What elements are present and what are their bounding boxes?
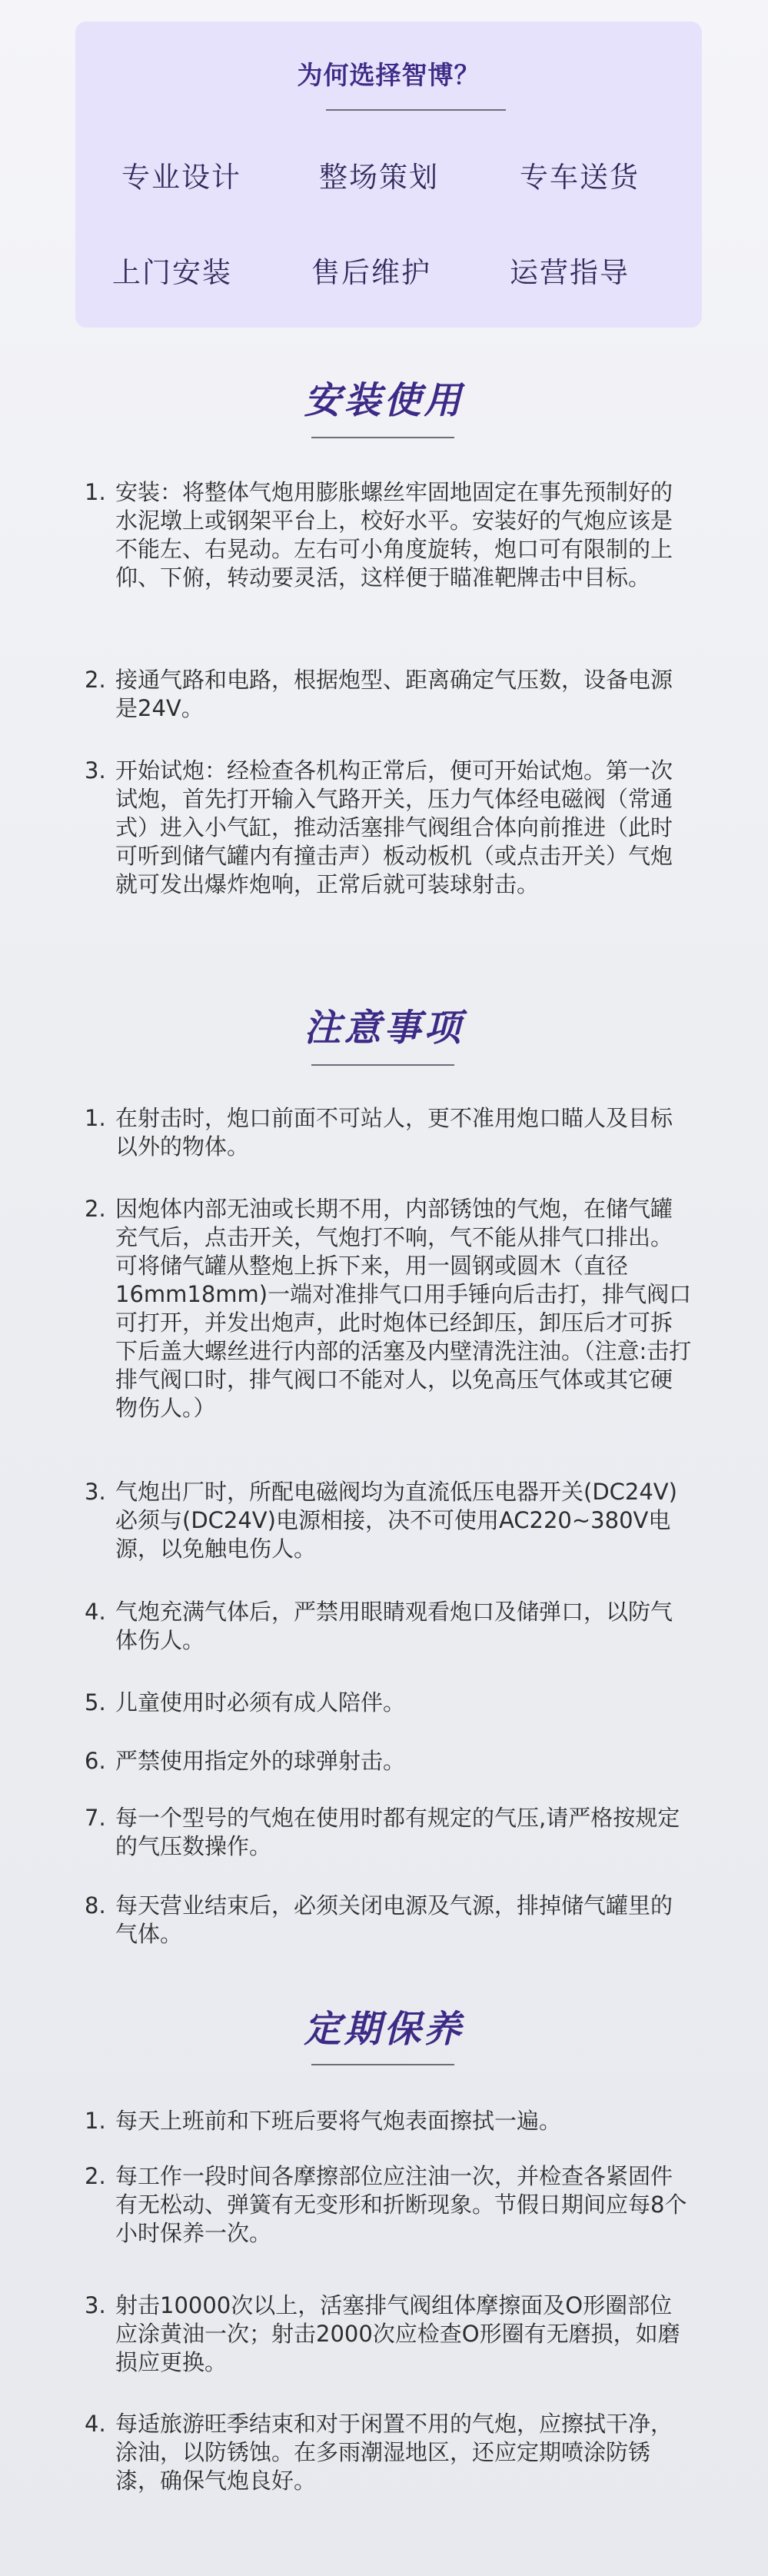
notes-item-5 (85, 1689, 692, 1717)
install-item-1 (85, 478, 692, 592)
why-item-installation: 上门安装 (112, 256, 232, 289)
list-text: 严禁使用指定外的球弹射击。 (115, 1748, 406, 1774)
section-underline-install (311, 437, 454, 438)
list-number: 8. (85, 1892, 106, 1919)
why-choose-card (75, 22, 702, 328)
notes-item-3 (85, 1478, 692, 1563)
list-text: 因炮体内部无油或长期不用，内部锈蚀的气炮，在储气罐充气后，点击开关，气炮打不响，气不能从排气口排出。可将储气罐从整炮上拆下来，用一圆钢或圆木（直径16mm18mm)一端对准排气口用手锤向后击打，排气阀口可打开，并发出炮声，此时炮体已经卸压，卸压后才可拆下后盖大螺丝进行内部的活塞及内壁清洗注油。（注意:击打排气阀口时，排气阀口不能对人，以免高压气体或其它硬物伤人。） (115, 1196, 692, 1421)
notes-item-7 (85, 1804, 692, 1861)
list-text: 射击10000次以上，活塞排气阀组体摩擦面及O形圈部位应涂黄油一次；射击2000次应检查O形圈有无磨损，如磨损应更换。 (115, 2292, 680, 2375)
list-number: 7. (85, 1805, 106, 1831)
list-text: 安装：将整体气炮用膨胀螺丝牢固地固定在事先预制好的水泥墩上或钢架平台上，校好水平。安装好的气炮应该是不能左、右晃动。左右可小角度旋转，炮口可有限制的上仰、下俯，转动要灵活，这样便于瞄准靶牌击中目标。 (115, 479, 673, 591)
install-item-2 (85, 666, 692, 723)
list-text: 接通气路和电路，根据炮型、距离确定气压数，设备电源是24V。 (115, 667, 673, 721)
list-text: 每天上班前和下班后要将气炮表面擦拭一遍。 (115, 2108, 562, 2134)
maintenance-item-4 (85, 2410, 692, 2495)
why-item-operation: 运营指导 (510, 256, 630, 289)
list-number: 6. (85, 1748, 106, 1774)
list-number: 5. (85, 1689, 106, 1716)
list-number: 3. (85, 2292, 106, 2318)
why-item-design: 专业设计 (121, 161, 241, 194)
notes-item-1 (85, 1104, 692, 1161)
list-text: 儿童使用时必须有成人陪伴。 (115, 1689, 406, 1716)
why-item-planning: 整场策划 (319, 161, 439, 194)
section-title-notes: 注意事项 (304, 1007, 464, 1050)
notes-item-6 (85, 1747, 692, 1776)
maintenance-item-1 (85, 2107, 692, 2135)
list-number: 1. (85, 2108, 106, 2134)
why-item-after-sales: 售后维护 (311, 256, 431, 289)
maintenance-item-3 (85, 2291, 692, 2377)
list-text: 在射击时，炮口前面不可站人，更不准用炮口瞄人及目标以外的物体。 (115, 1105, 673, 1160)
list-number: 2. (85, 667, 106, 693)
list-number: 1. (85, 479, 106, 505)
list-text: 每天营业结束后，必须关闭电源及气源，排掉储气罐里的气体。 (115, 1892, 673, 1947)
list-text: 每适旅游旺季结束和对于闲置不用的气炮，应擦拭干净，涂油，以防锈蚀。在多雨潮湿地区，还应定期喷涂防锈漆，确保气炮良好。 (115, 2411, 673, 2494)
list-number: 3. (85, 1479, 106, 1505)
why-choose-title: 为何选择智博？ (297, 60, 480, 90)
list-text: 每工作一段时间各摩擦部位应注油一次，并检查各紧固件有无松动、弹簧有无变形和折断现象。节假日期间应每8个小时保养一次。 (115, 2163, 687, 2246)
list-text: 每一个型号的气炮在使用时都有规定的气压,请严格按规定的气压数操作。 (115, 1805, 680, 1859)
why-item-delivery: 专车送货 (520, 161, 640, 194)
maintenance-item-2 (85, 2162, 692, 2248)
section-title-install: 安装使用 (304, 379, 464, 422)
list-number: 2. (85, 1196, 106, 1222)
why-choose-underline (326, 109, 506, 111)
list-number: 4. (85, 1599, 106, 1625)
section-underline-maintenance (311, 2064, 454, 2065)
notes-item-8 (85, 1892, 692, 1949)
install-item-3 (85, 757, 692, 899)
list-number: 1. (85, 1105, 106, 1131)
list-text: 开始试炮：经检查各机构正常后，便可开始试炮。第一次试炮，首先打开输入气路开关，压力气体经电磁阀（常通式）进入小气缸，推动活塞排气阀组合体向前推进（此时可听到储气罐内有撞击声）板动板机（或点击开关）气炮就可发出爆炸炮响，正常后就可装球射击。 (115, 757, 673, 897)
notes-item-4 (85, 1598, 692, 1655)
list-text: 气炮出厂时，所配电磁阀均为直流低压电器开关(DC24V)必须与(DC24V)电源相接，决不可使用AC220~380V电源，以免触电伤人。 (115, 1479, 677, 1562)
list-text: 气炮充满气体后，严禁用眼睛观看炮口及储弹口，以防气体伤人。 (115, 1599, 673, 1653)
list-number: 3. (85, 757, 106, 784)
section-underline-notes (311, 1064, 454, 1066)
list-number: 2. (85, 2163, 106, 2189)
list-number: 4. (85, 2411, 106, 2437)
section-title-maintenance: 定期保养 (304, 2008, 464, 2051)
notes-item-2 (85, 1195, 692, 1423)
